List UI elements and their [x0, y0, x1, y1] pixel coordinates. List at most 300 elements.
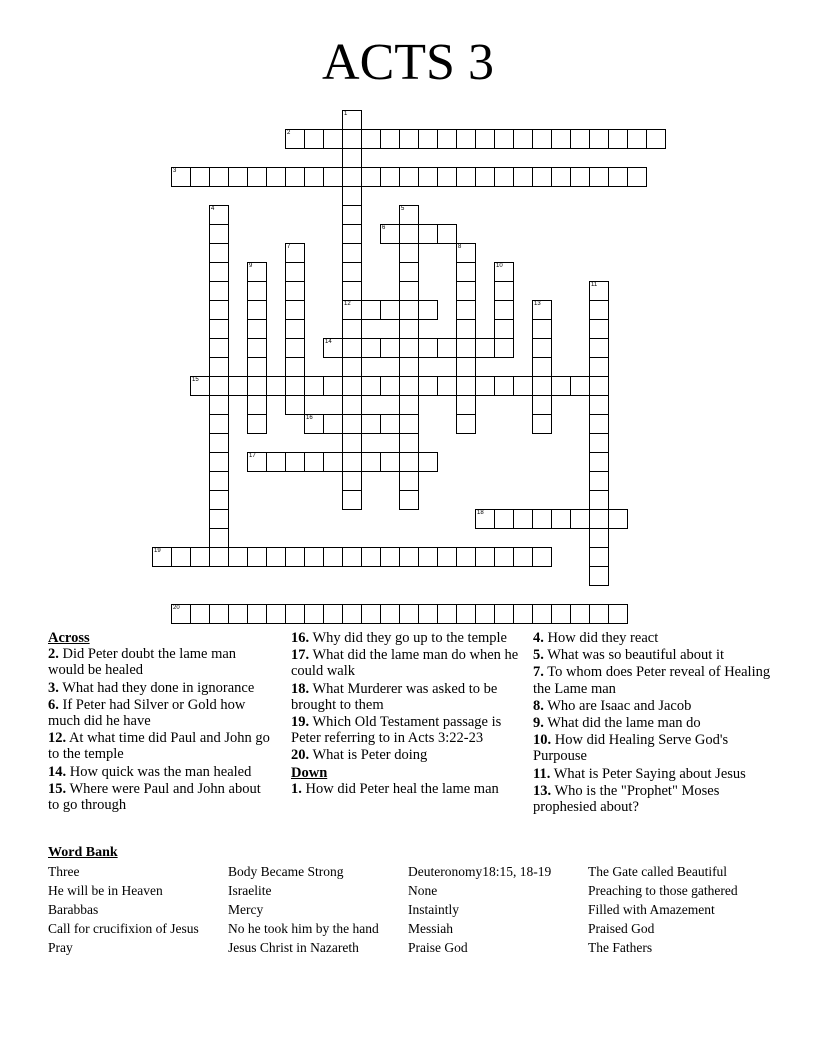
crossword-cell[interactable]: [209, 452, 229, 472]
crossword-cell[interactable]: [456, 547, 476, 567]
clue-text: At what time did Paul and John go to the temple: [48, 730, 270, 763]
clue-text: What had they done in ignorance: [58, 679, 255, 696]
crossword-cell[interactable]: [399, 604, 419, 624]
crossword-cell[interactable]: [532, 167, 552, 187]
word-bank-entry: The Fathers: [588, 940, 653, 955]
clue-item: [291, 681, 521, 713]
down-clues-column: [533, 630, 773, 816]
crossword-cell[interactable]: [209, 319, 229, 339]
crossword-cell[interactable]: [323, 414, 343, 434]
crossword-cell[interactable]: [437, 376, 457, 396]
crossword-cell[interactable]: [627, 167, 647, 187]
word-bank-entry: The Gate called Beautiful: [588, 864, 728, 879]
clue-item: [291, 647, 521, 679]
clue-text: What is Peter doing: [309, 747, 428, 764]
crossword-cell[interactable]: [551, 509, 571, 529]
word-bank-entry: Praise God: [408, 940, 468, 955]
crossword-cell[interactable]: [209, 357, 229, 377]
clue-number: 14: [325, 339, 332, 345]
crossword-cell[interactable]: [399, 167, 419, 187]
crossword-cell[interactable]: [418, 300, 438, 320]
crossword-cell[interactable]: [190, 547, 210, 567]
crossword-cell[interactable]: [475, 547, 495, 567]
crossword-cell[interactable]: [494, 319, 514, 339]
crossword-cell[interactable]: [323, 604, 343, 624]
crossword-cell[interactable]: [209, 262, 229, 282]
crossword-cell[interactable]: [228, 376, 248, 396]
crossword-cell[interactable]: [399, 357, 419, 377]
clue-number-label: 14.: [48, 763, 67, 780]
clue-item: [533, 647, 773, 663]
crossword-cell[interactable]: [342, 300, 362, 320]
clue-number: 17: [249, 453, 256, 459]
crossword-cell[interactable]: [247, 604, 267, 624]
crossword-cell[interactable]: [589, 357, 609, 377]
clue-text: What did the lame man do when he could walk: [291, 647, 519, 680]
crossword-cell[interactable]: [551, 129, 571, 149]
crossword-cell[interactable]: [285, 452, 305, 472]
word-bank-entry: No he took him by the hand: [228, 921, 379, 936]
crossword-cell[interactable]: [589, 129, 609, 149]
crossword-cell[interactable]: [418, 129, 438, 149]
crossword-cell[interactable]: [285, 243, 305, 263]
crossword-cell[interactable]: [589, 509, 609, 529]
crossword-cell[interactable]: [285, 300, 305, 320]
crossword-cell[interactable]: [342, 395, 362, 415]
crossword-cell[interactable]: [380, 547, 400, 567]
crossword-cell[interactable]: [589, 490, 609, 510]
crossword-cell[interactable]: [437, 547, 457, 567]
clue-number-label: 6.: [48, 696, 59, 713]
crossword-cell[interactable]: [342, 281, 362, 301]
word-bank-entry: Deuteronomy18:15, 18-19: [408, 864, 552, 879]
crossword-cell[interactable]: [342, 452, 362, 472]
crossword-cell[interactable]: [456, 281, 476, 301]
crossword-cell[interactable]: [209, 604, 229, 624]
crossword-cell[interactable]: [418, 452, 438, 472]
crossword-cell[interactable]: [285, 395, 305, 415]
crossword-cell[interactable]: [304, 452, 324, 472]
crossword-cell[interactable]: [532, 357, 552, 377]
crossword-cell[interactable]: [361, 452, 381, 472]
crossword-cell[interactable]: [380, 129, 400, 149]
clue-item: [533, 715, 773, 731]
crossword-cell[interactable]: [285, 262, 305, 282]
crossword-cell[interactable]: [399, 471, 419, 491]
crossword-cell[interactable]: [361, 167, 381, 187]
crossword-cell[interactable]: [361, 338, 381, 358]
crossword-cell[interactable]: [418, 604, 438, 624]
crossword-cell[interactable]: [247, 414, 267, 434]
crossword-cell[interactable]: [190, 376, 210, 396]
crossword-cell[interactable]: [399, 547, 419, 567]
crossword-cell[interactable]: [285, 129, 305, 149]
across-clues-column: [48, 630, 270, 814]
crossword-cell[interactable]: [475, 509, 495, 529]
crossword-cell[interactable]: [551, 376, 571, 396]
crossword-cell[interactable]: [266, 167, 286, 187]
crossword-cell[interactable]: [456, 167, 476, 187]
crossword-cell[interactable]: [589, 566, 609, 586]
crossword-cell[interactable]: [247, 452, 267, 472]
crossword-cell[interactable]: [399, 243, 419, 263]
crossword-cell[interactable]: [209, 243, 229, 263]
crossword-cell[interactable]: [342, 471, 362, 491]
clue-text: How did Healing Serve God's Purpouse: [533, 732, 729, 765]
crossword-cell[interactable]: [323, 338, 343, 358]
crossword-cell[interactable]: [380, 167, 400, 187]
crossword-cell[interactable]: [608, 129, 628, 149]
crossword-cell[interactable]: [285, 547, 305, 567]
clue-item: [291, 630, 521, 646]
crossword-cell[interactable]: [266, 604, 286, 624]
crossword-cell[interactable]: [494, 547, 514, 567]
crossword-cell[interactable]: [646, 129, 666, 149]
crossword-cell[interactable]: [209, 338, 229, 358]
crossword-cell[interactable]: [399, 205, 419, 225]
clue-number-label: 16.: [291, 630, 310, 646]
crossword-cell[interactable]: [589, 376, 609, 396]
crossword-cell[interactable]: [418, 547, 438, 567]
crossword-cell[interactable]: [437, 167, 457, 187]
crossword-cell[interactable]: [551, 167, 571, 187]
crossword-cell[interactable]: [171, 167, 191, 187]
crossword-cell[interactable]: [266, 376, 286, 396]
crossword-cell[interactable]: [171, 547, 191, 567]
crossword-cell[interactable]: [342, 205, 362, 225]
crossword-cell[interactable]: [304, 129, 324, 149]
crossword-cell[interactable]: [475, 604, 495, 624]
crossword-cell[interactable]: [342, 167, 362, 187]
crossword-cell[interactable]: [456, 262, 476, 282]
crossword-cell[interactable]: [551, 604, 571, 624]
crossword-cell[interactable]: [513, 129, 533, 149]
clue-item: [48, 680, 270, 696]
crossword-cell[interactable]: [608, 167, 628, 187]
crossword-cell[interactable]: [456, 300, 476, 320]
crossword-cell[interactable]: [589, 338, 609, 358]
crossword-cell[interactable]: [513, 547, 533, 567]
crossword-cell[interactable]: [342, 148, 362, 168]
crossword-cell[interactable]: [589, 433, 609, 453]
crossword-cell[interactable]: [342, 376, 362, 396]
crossword-cell[interactable]: [399, 395, 419, 415]
crossword-cell[interactable]: [399, 319, 419, 339]
crossword-cell[interactable]: [589, 452, 609, 472]
clue-number-label: 12.: [48, 730, 67, 747]
crossword-cell[interactable]: [342, 243, 362, 263]
crossword-cell[interactable]: [152, 547, 172, 567]
crossword-cell[interactable]: [399, 262, 419, 282]
crossword-cell[interactable]: [323, 376, 343, 396]
crossword-cell[interactable]: [247, 319, 267, 339]
crossword-cell[interactable]: [513, 604, 533, 624]
crossword-cell[interactable]: [589, 414, 609, 434]
crossword-cell[interactable]: [570, 376, 590, 396]
crossword-cell[interactable]: [190, 167, 210, 187]
crossword-cell[interactable]: [456, 243, 476, 263]
crossword-cell[interactable]: [361, 414, 381, 434]
crossword-cell[interactable]: [209, 224, 229, 244]
word-bank-column: [408, 862, 551, 957]
clue-number: 19: [154, 548, 161, 554]
crossword-cell[interactable]: [209, 376, 229, 396]
crossword-cell[interactable]: [494, 300, 514, 320]
crossword-cell[interactable]: [209, 167, 229, 187]
crossword-cell[interactable]: [437, 129, 457, 149]
crossword-cell[interactable]: [361, 604, 381, 624]
crossword-cell[interactable]: [399, 281, 419, 301]
crossword-cell[interactable]: [228, 604, 248, 624]
crossword-cell[interactable]: [570, 604, 590, 624]
clue-item: [48, 730, 270, 762]
crossword-cell[interactable]: [608, 509, 628, 529]
crossword-cell[interactable]: [285, 338, 305, 358]
crossword-cell[interactable]: [494, 376, 514, 396]
crossword-cell[interactable]: [342, 129, 362, 149]
crossword-cell[interactable]: [342, 224, 362, 244]
crossword-cell[interactable]: [342, 186, 362, 206]
crossword-cell[interactable]: [209, 395, 229, 415]
crossword-cell[interactable]: [570, 167, 590, 187]
clue-number-label: 9.: [533, 715, 544, 732]
crossword-cell[interactable]: [418, 376, 438, 396]
clue-item: [533, 630, 773, 646]
crossword-cell[interactable]: [285, 376, 305, 396]
word-bank-entry: Jesus Christ in Nazareth: [228, 940, 359, 955]
clue-number: 9: [249, 263, 253, 269]
crossword-cell[interactable]: [323, 129, 343, 149]
crossword-cell[interactable]: [418, 338, 438, 358]
crossword-cell[interactable]: [209, 547, 229, 567]
crossword-cell[interactable]: [209, 281, 229, 301]
crossword-cell[interactable]: [456, 319, 476, 339]
word-bank-column: [228, 862, 379, 957]
crossword-cell[interactable]: [342, 319, 362, 339]
crossword-cell[interactable]: [513, 167, 533, 187]
crossword-cell[interactable]: [342, 338, 362, 358]
crossword-cell[interactable]: [513, 509, 533, 529]
clue-number-label: 20.: [291, 747, 310, 764]
crossword-cell[interactable]: [532, 129, 552, 149]
crossword-cell[interactable]: [437, 224, 457, 244]
clue-number: 4: [211, 206, 215, 212]
crossword-cell[interactable]: [247, 262, 267, 282]
crossword-cell[interactable]: [532, 376, 552, 396]
clue-number: 18: [477, 510, 484, 516]
crossword-cell[interactable]: [342, 490, 362, 510]
crossword-cell[interactable]: [342, 547, 362, 567]
crossword-cell[interactable]: [247, 376, 267, 396]
crossword-cell[interactable]: [209, 490, 229, 510]
crossword-cell[interactable]: [456, 414, 476, 434]
crossword-cell[interactable]: [494, 167, 514, 187]
crossword-cell[interactable]: [342, 414, 362, 434]
crossword-cell[interactable]: [589, 167, 609, 187]
crossword-cell[interactable]: [494, 338, 514, 358]
crossword-cell[interactable]: [475, 376, 495, 396]
crossword-cell[interactable]: [247, 547, 267, 567]
clue-text: How did Peter heal the lame man: [301, 780, 499, 797]
crossword-cell[interactable]: [380, 414, 400, 434]
crossword-cell[interactable]: [627, 129, 647, 149]
crossword-cell[interactable]: [342, 262, 362, 282]
crossword-cell[interactable]: [456, 129, 476, 149]
clue-item: [533, 732, 773, 764]
crossword-cell[interactable]: [342, 110, 362, 130]
crossword-cell[interactable]: [475, 129, 495, 149]
crossword-cell[interactable]: [456, 395, 476, 415]
crossword-cell[interactable]: [380, 452, 400, 472]
page-title: ACTS 3: [322, 34, 494, 91]
crossword-cell[interactable]: [304, 547, 324, 567]
crossword-cell[interactable]: [209, 433, 229, 453]
crossword-cell[interactable]: [513, 376, 533, 396]
crossword-cell[interactable]: [380, 376, 400, 396]
crossword-cell[interactable]: [437, 338, 457, 358]
crossword-cell[interactable]: [532, 414, 552, 434]
crossword-cell[interactable]: [399, 338, 419, 358]
crossword-cell[interactable]: [304, 376, 324, 396]
crossword-cell[interactable]: [323, 452, 343, 472]
clue-number-label: 8.: [533, 697, 544, 714]
clue-number: 5: [401, 206, 405, 212]
crossword-cell[interactable]: [494, 509, 514, 529]
crossword-cell[interactable]: [456, 357, 476, 377]
clue-item: [533, 766, 773, 782]
crossword-cell[interactable]: [399, 433, 419, 453]
crossword-cell[interactable]: [475, 338, 495, 358]
clue-text: What was so beautiful about it: [543, 647, 725, 664]
crossword-cell[interactable]: [228, 167, 248, 187]
crossword-cell[interactable]: [456, 604, 476, 624]
crossword-cell[interactable]: [266, 547, 286, 567]
clue-item: [48, 764, 270, 780]
crossword-cell[interactable]: [285, 357, 305, 377]
crossword-cell[interactable]: [361, 300, 381, 320]
crossword-cell[interactable]: [342, 604, 362, 624]
crossword-cell[interactable]: [342, 433, 362, 453]
crossword-cell[interactable]: [399, 300, 419, 320]
crossword-cell[interactable]: [532, 604, 552, 624]
crossword-cell[interactable]: [304, 604, 324, 624]
crossword-cell[interactable]: [285, 604, 305, 624]
word-bank-column: [48, 862, 199, 957]
crossword-cell[interactable]: [399, 376, 419, 396]
crossword-cell[interactable]: [399, 414, 419, 434]
clue-number: 16: [306, 415, 313, 421]
crossword-cell[interactable]: [494, 262, 514, 282]
crossword-cell[interactable]: [209, 205, 229, 225]
crossword-cell[interactable]: [190, 604, 210, 624]
crossword-cell[interactable]: [532, 338, 552, 358]
crossword-cell[interactable]: [285, 167, 305, 187]
crossword-cell[interactable]: [209, 509, 229, 529]
crossword-cell[interactable]: [285, 281, 305, 301]
clue-text: Did Peter doubt the lame man would be healed: [48, 646, 237, 679]
crossword-cell[interactable]: [494, 129, 514, 149]
crossword-cell[interactable]: [532, 300, 552, 320]
crossword-cell[interactable]: [570, 509, 590, 529]
crossword-cell[interactable]: [589, 604, 609, 624]
clue-item: [533, 698, 773, 714]
crossword-cell[interactable]: [304, 167, 324, 187]
word-bank-entry: Three: [48, 864, 80, 879]
crossword-cell[interactable]: [285, 319, 305, 339]
crossword-cell[interactable]: [475, 167, 495, 187]
word-bank-entry: Preaching to those gathered: [588, 883, 738, 898]
crossword-cell[interactable]: [532, 319, 552, 339]
crossword-cell[interactable]: [247, 338, 267, 358]
crossword-cell[interactable]: [247, 357, 267, 377]
crossword-cell[interactable]: [209, 414, 229, 434]
crossword-cell[interactable]: [399, 490, 419, 510]
crossword-cell[interactable]: [399, 129, 419, 149]
crossword-cell[interactable]: [437, 604, 457, 624]
clue-text: Why did they go up to the temple: [309, 630, 507, 646]
clue-number-label: 17.: [291, 647, 310, 664]
clue-number: 15: [192, 377, 199, 383]
crossword-cell[interactable]: [323, 167, 343, 187]
crossword-cell[interactable]: [494, 281, 514, 301]
crossword-cell[interactable]: [589, 547, 609, 567]
crossword-cell[interactable]: [380, 338, 400, 358]
crossword-cell[interactable]: [228, 547, 248, 567]
crossword-cell[interactable]: [247, 300, 267, 320]
crossword-cell[interactable]: [304, 414, 324, 434]
crossword-cell[interactable]: [418, 167, 438, 187]
crossword-cell[interactable]: [171, 604, 191, 624]
crossword-cell[interactable]: [589, 319, 609, 339]
crossword-cell[interactable]: [532, 547, 552, 567]
clue-item: [291, 747, 521, 763]
crossword-cell[interactable]: [380, 224, 400, 244]
crossword-cell[interactable]: [247, 281, 267, 301]
crossword-cell[interactable]: [361, 376, 381, 396]
crossword-cell[interactable]: [589, 300, 609, 320]
crossword-cell[interactable]: [532, 395, 552, 415]
crossword-cell[interactable]: [361, 129, 381, 149]
crossword-cell[interactable]: [209, 528, 229, 548]
crossword-cell[interactable]: [418, 224, 438, 244]
crossword-cell[interactable]: [608, 604, 628, 624]
crossword-cell[interactable]: [589, 528, 609, 548]
crossword-cell[interactable]: [247, 167, 267, 187]
clue-number: 10: [496, 263, 503, 269]
crossword-cell[interactable]: [399, 452, 419, 472]
crossword-cell[interactable]: [247, 395, 267, 415]
crossword-cell[interactable]: [380, 604, 400, 624]
crossword-cell[interactable]: [380, 300, 400, 320]
crossword-cell[interactable]: [209, 471, 229, 491]
clue-number: 11: [591, 282, 598, 288]
crossword-cell[interactable]: [589, 395, 609, 415]
crossword-cell[interactable]: [266, 452, 286, 472]
crossword-cell[interactable]: [456, 376, 476, 396]
crossword-cell[interactable]: [494, 604, 514, 624]
word-bank-entry: Filled with Amazement: [588, 902, 715, 917]
crossword-cell[interactable]: [342, 357, 362, 377]
crossword-cell[interactable]: [361, 547, 381, 567]
crossword-cell[interactable]: [589, 471, 609, 491]
crossword-cell[interactable]: [323, 547, 343, 567]
crossword-cell[interactable]: [589, 281, 609, 301]
crossword-cell[interactable]: [399, 224, 419, 244]
crossword-cell[interactable]: [532, 509, 552, 529]
crossword-cell[interactable]: [570, 129, 590, 149]
crossword-cell[interactable]: [456, 338, 476, 358]
crossword-cell[interactable]: [209, 300, 229, 320]
